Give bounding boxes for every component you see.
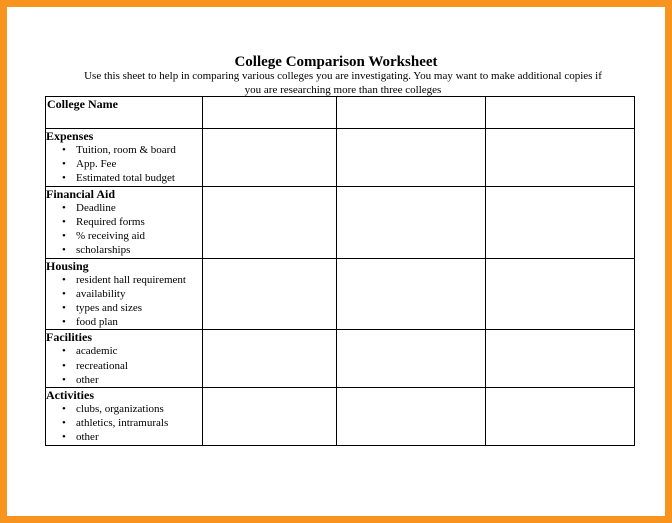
section-label-cell — [46, 186, 203, 258]
bullet-icon: • — [62, 302, 66, 315]
list-item: • types and sizes — [62, 302, 142, 315]
bullet-icon: • — [62, 417, 66, 430]
college-3-cell[interactable] — [486, 186, 635, 258]
section-items — [46, 273, 202, 330]
college-2-cell[interactable] — [337, 258, 486, 330]
college-1-cell[interactable] — [203, 258, 337, 330]
worksheet-title: College Comparison Worksheet — [234, 54, 438, 70]
college-1-name-cell[interactable] — [203, 97, 337, 129]
college-1-cell[interactable] — [203, 129, 337, 187]
worksheet-subtitle — [60, 69, 626, 97]
bullet-icon: • — [62, 158, 66, 171]
bullet-icon: • — [62, 273, 66, 286]
list-item: • other — [62, 431, 99, 444]
college-3-cell[interactable] — [486, 330, 635, 388]
bullet-icon: • — [62, 287, 66, 300]
section-row-expenses — [46, 129, 635, 187]
college-name-label: College Name — [47, 97, 118, 111]
subtitle-line-2: you are researching more than three colleges — [244, 84, 442, 96]
list-item: • availability — [62, 287, 126, 300]
college-3-name-cell[interactable] — [486, 97, 635, 129]
bullet-icon: • — [62, 172, 66, 185]
section-heading-facilities: Facilities — [46, 330, 92, 345]
section-heading-housing: Housing — [46, 258, 89, 273]
section-heading-financial-aid: Financial Aid — [46, 186, 116, 201]
bullet-icon: • — [62, 373, 66, 386]
list-item: • Tuition, room & board — [62, 144, 176, 156]
section-label-cell — [46, 129, 203, 187]
college-2-name-cell[interactable] — [337, 97, 486, 129]
section-items — [46, 402, 202, 445]
college-2-cell[interactable] — [337, 330, 486, 388]
list-item: • academic — [62, 345, 118, 358]
section-label-cell — [46, 330, 203, 388]
section-label-cell — [46, 258, 203, 330]
college-2-cell[interactable] — [337, 186, 486, 258]
list-item: • App. Fee — [62, 158, 117, 171]
bullet-icon: • — [62, 403, 66, 416]
section-heading-expenses: Expenses — [46, 129, 94, 143]
list-item: • clubs, organizations — [62, 403, 164, 416]
bullet-icon: • — [62, 345, 66, 358]
list-item: • Estimated total budget — [62, 172, 175, 185]
section-heading-activities: Activities — [46, 388, 94, 403]
college-3-cell[interactable] — [486, 388, 635, 446]
list-item: • other — [62, 373, 99, 386]
list-item: • resident hall requirement — [62, 273, 186, 286]
list-item: • % receiving aid — [62, 230, 146, 243]
list-item: • athletics, intramurals — [62, 417, 169, 430]
section-items — [46, 143, 202, 186]
college-1-cell[interactable] — [203, 186, 337, 258]
section-row-housing — [46, 258, 635, 330]
section-label-cell — [46, 388, 203, 446]
list-item: • Required forms — [62, 215, 145, 228]
college-name-label-cell — [46, 97, 203, 129]
college-2-cell[interactable] — [337, 129, 486, 187]
list-item: • food plan — [62, 316, 118, 329]
section-items — [46, 201, 202, 258]
bullet-icon: • — [62, 244, 66, 257]
college-2-cell[interactable] — [337, 388, 486, 446]
college-name-row — [46, 97, 635, 129]
bullet-icon: • — [62, 359, 66, 372]
subtitle-line-1: Use this sheet to help in comparing various colleges you are investigating. You may want to make additional copies if — [84, 70, 602, 82]
bullet-icon: • — [62, 316, 66, 329]
list-item: • Deadline — [62, 201, 116, 214]
section-row-financial-aid — [46, 186, 635, 258]
section-row-facilities — [46, 330, 635, 388]
bullet-icon: • — [62, 201, 66, 214]
college-1-cell[interactable] — [203, 330, 337, 388]
section-items — [46, 344, 202, 387]
college-3-cell[interactable] — [486, 258, 635, 330]
bullet-icon: • — [62, 215, 66, 228]
college-1-cell[interactable] — [203, 388, 337, 446]
college-3-cell[interactable] — [486, 129, 635, 187]
bullet-icon: • — [62, 144, 66, 156]
list-item: • scholarships — [62, 244, 131, 257]
comparison-table — [45, 96, 635, 446]
bullet-icon: • — [62, 431, 66, 444]
list-item: • recreational — [62, 359, 128, 372]
bullet-icon: • — [62, 230, 66, 243]
section-row-activities — [46, 388, 635, 446]
